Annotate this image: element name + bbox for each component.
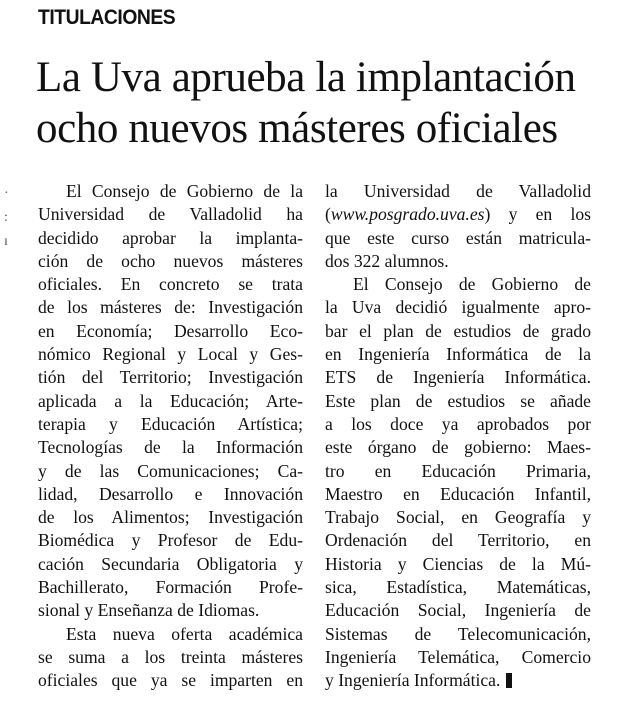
text-line: en Ingeniería Informática de la [325,344,591,365]
text-line: a los doce ya aprobados por [325,413,591,434]
text-line: que este curso están matricula- [325,227,591,248]
text-line: tión del Territorio; Investigación [38,367,303,388]
text-fragment: ) y en los [484,204,591,225]
text-line: Sistemas de Telecomunicación, [325,623,591,644]
text-line: Ingeniería Telemática, Comercio [325,646,591,667]
text-line: en Economía; Desarrollo Eco- [38,320,303,341]
text-line: oficiales que ya se imparten en [38,670,303,691]
text-line: ETS de Ingeniería Informática. [325,367,591,388]
text-line: Universidad de Valladolid ha [38,204,303,225]
text-line: Historia y Ciencias de la Mú- [325,553,591,574]
text-line-final [325,669,591,692]
text-line: Bachillerato, Formación Profe- [38,577,303,598]
text-line: y de las Comunicaciones; Ca- [38,460,303,481]
text-line: Maestro en Educación Infantil, [325,483,591,504]
text-line: este órgano de gobierno: Maes- [325,437,591,458]
text-line [325,203,591,226]
text-line: de los másteres de: Investigación [38,297,303,318]
text-line: ción de ocho nuevos másteres [38,250,303,271]
text-line: decidido aprobar la implanta- [38,227,303,248]
section-label: TITULACIONES [38,6,176,29]
text-line: Ordenación del Territorio, en [325,530,591,551]
headline-line: ocho nuevos másteres oficiales [36,105,558,152]
text-line: El Consejo de Gobierno de la [66,181,303,201]
headline-line: La Uva aprueba la implantación [36,54,576,101]
website-url: www.posgrado.uva.es [330,204,485,225]
end-of-article-mark [506,673,512,688]
text-line: la Uva decidió igualmente apro- [325,297,591,318]
text-line: tro en Educación Primaria, [325,460,591,481]
text-line: Biomédica y Profesor de Edu- [38,530,303,551]
text-line: sional y Enseñanza de Idiomas. [38,600,260,621]
text-line: bar el plan de estudios de grado [325,320,591,341]
text-line: Educación Social, Ingeniería de [325,600,591,621]
text-line: El Consejo de Gobierno de [353,274,591,295]
text-line: Este plan de estudios se añade [325,390,591,411]
text-line: Tecnologías de la Información [38,437,303,458]
text-line: Trabajo Social, en Geografía y [325,507,591,528]
text-line: Esta nueva oferta académica [66,623,303,644]
headline [36,52,626,154]
text-line: lidad, Desarrollo e Innovación [38,483,303,504]
text-line: sica, Estadística, Matemáticas, [325,577,591,598]
text-line: cación Secundaria Obligatoria y [38,553,303,574]
text-line: dos 322 alumnos. [325,250,449,271]
text-line: terapia y Educación Artística; [38,413,303,434]
text-line: nómico Regional y Local y Ges- [38,344,303,365]
article-column-right [325,180,591,693]
text-line: la Universidad de Valladolid [325,181,591,201]
text-fragment: ( [325,204,331,225]
text-line: se suma a los treinta másteres [38,646,303,667]
text-line: oficiales. En concreto se trata [38,274,303,295]
text-fragment: y Ingeniería Informática. [325,670,501,691]
text-line: de los Alimentos; Investigación [38,507,303,528]
margin-scan-marks: · : ı [4,186,9,249]
text-line: aplicada a la Educación; Arte- [38,390,303,411]
article-column-left [38,180,303,693]
